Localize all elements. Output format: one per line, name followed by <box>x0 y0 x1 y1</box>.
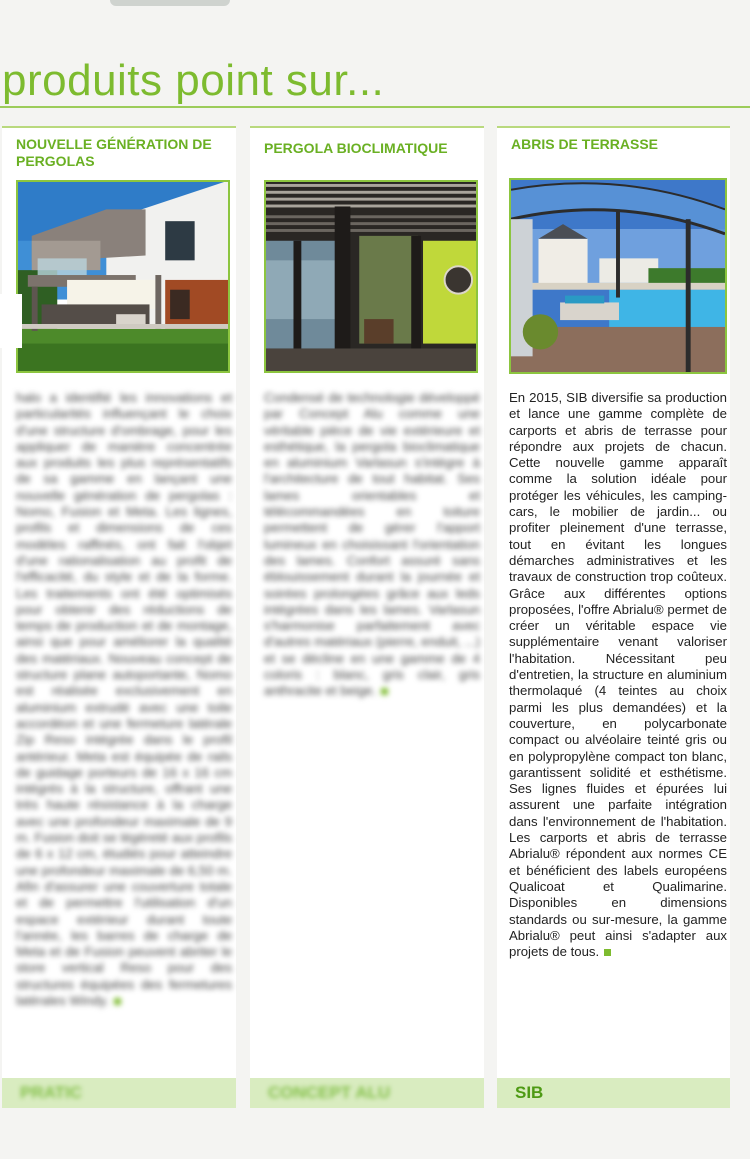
page-margin-tab <box>0 294 22 348</box>
brand-label: PRATIC <box>20 1083 83 1102</box>
end-of-article-mark <box>114 998 121 1005</box>
page-edge-shadow <box>110 0 230 6</box>
bioclimatic-pergola-illustration <box>266 182 476 371</box>
article-body <box>509 390 727 960</box>
terrace-shelter-illustration <box>511 180 725 372</box>
end-of-article-mark <box>604 949 611 956</box>
article-body <box>16 390 232 1009</box>
brand-label: CONCEPT ALU <box>268 1083 391 1102</box>
article-title: PERGOLA BIOCLIMATIQUE <box>264 140 448 156</box>
article-body-text: En 2015, SIB diversifie sa production et lance une gamme complète de carports et abris de terrasse pour répondre aux projets de chacun. Cette nouvelle gamme apparaît comme la solution idéale pour protéger les véhicules, les camping-cars, le mobilier de jardin... ou profiter pleinement d'une terrasse, tout en évitant les longues démarches administratives et les travaux de construction trop coûteux. Grâce aux différentes options proposées, l'offre Abrialu® permet de créer un véritable espace vie supplémentaire venant valoriser l'habitation. Nécessitant peu d'entretien, la structure en aluminium thermolaqué (4 teintes au choix parmi les plus demandées) et la couverture, en polycarbonate compact ou alvéolaire teinté gris ou en polypropylène compact ton blanc, garantissent solidité et esthétisme. Ses lignes fluides et épurées lui assurent une parfaite intégration dans l'environnement de l'habitation. Les carports et abris de terrasse Abrialu® répondent aux normes CE et bénéficient des labels européens Qualicoat et Qualimarine. Disponibles en dimensions standards ou sur-mesure, la gamme Abrialu® peut ainsi s'adapter aux projets de tous. <box>509 390 727 960</box>
column-footer <box>2 1078 236 1108</box>
article-photo-terrace-shelter <box>509 178 727 374</box>
end-of-article-mark <box>381 688 388 695</box>
article-title: ABRIS DE TERRASSE <box>511 136 659 152</box>
article-column-abris-terrasse <box>497 126 730 1108</box>
article-column-pergolas <box>2 126 236 1108</box>
article-title: NOUVELLE GÉNÉRATION DE PERGOLAS <box>16 136 212 169</box>
article-body-text: halo a identifié les innovations et particularités influençant le choix d'une structure d'ombrage, pour les appliquer de manière concentrée aux produits les plus représentatifs de sa gamme en lançant une nouvelle génération de pergolas : Nomo, Fusion et Meta. Les lignes, profils et dimensions de ces modèles raffinés, ont fait l'objet d'une rationalisation au profit de l'efficacité, du style et de la forme. Les traitements ont été optimisés pour obtenir des réductions de temps de production et de montage, ainsi que pour améliorer la qualité des matériaux. Nouveau concept de structure plane autoportante, Nomo est réalisée exclusivement en aluminium extrudé avec une toile accordéon et une fermeture latérale Zip Reso intégrée dans le profil antérieur. Meta est équipée de rails de guidage porteurs de 16 x 16 cm intégrés à la structure, offrant une très haute résistance à la charge avec une profondeur maximale de 9 m. Fusion doit se légèreté aux profils de 6 x 12 cm, étudiés pour atteindre une profondeur maximale de 6,50 m. Afin d'assurer une couverture totale et de permettre l'utilisation d'un espace extérieur durant toute l'année, les barres de charge de Meta et de Fusion peuvent abriter le store vertical Reso pour des structures équipées des fermetures latérales Windy. <box>16 390 232 1008</box>
article-photo-bioclimatic-pergola <box>264 180 478 373</box>
page-title: produits point sur... <box>2 56 385 105</box>
column-footer <box>250 1078 484 1108</box>
column-footer <box>497 1078 730 1108</box>
house-pergola-illustration <box>18 182 228 371</box>
article-column-pergola-bioclimatique <box>250 126 484 1108</box>
article-body <box>264 390 480 700</box>
article-body-text: Condensé de technologie développé par Concept Alu comme une véritable pièce de vie extérieure et esthétique, la pergola bioclimatique en aluminium Varlasun s'intègre à l'architecture de tout habitat. Ses lames orientables et télécommandées en toiture permettent de gérer l'apport lumineux en choisissant l'orientation des lames. Confort assuré sans éblouissement durant la journée et soirées prolongées grâce aux leds intégrées dans les lames. Varlasun s'harmonise parfaitement avec d'autres matériaux (pierre, enduit, ...) et se décline en une gamme de 4 coloris : blanc, gris clair, gris anthracite et beige. <box>264 390 480 699</box>
title-divider <box>0 106 750 108</box>
article-photo-house-pergola <box>16 180 230 373</box>
brand-label: SIB <box>515 1083 544 1102</box>
